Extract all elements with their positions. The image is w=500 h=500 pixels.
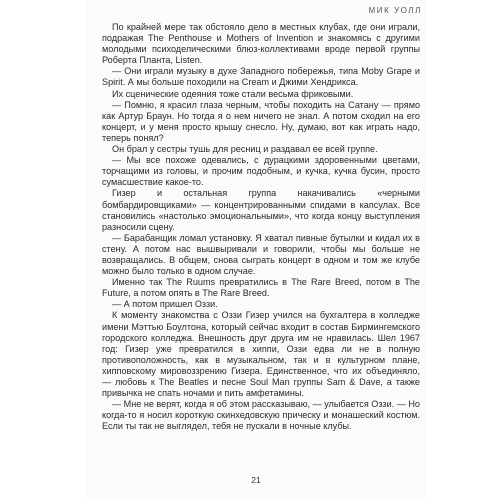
paragraph: — Они играли музыку в духе Западного побережья, типа Moby Grape и Spirit. А мы больше походили на Cream и Джими Хендрикса.	[102, 66, 420, 88]
paragraph: К моменту знакомства с Оззи Гизер учился на бухгалтера в колледже имени Мэттью Боултона, который сейчас входит в состав Бирмингемского городского колледжа. Внешность друг друга им не нравилась. Шел 1967 год: Гизер уже превратился в хиппи, Оззи едва ли не в полную противоположность, как в музыкальном, так и в культурном плане, хипповскому мировоззрению Гизера. Единственное, что их объединяло, — любовь к The Beatles и песне Soul Man группы Sam & Dave, а также привычка не спать ночами и пить амфетамины.	[102, 310, 420, 399]
paragraph: Гизер и остальная группа накачивались «черными бомбардировщиками» — концентрированными спидами в капсулах. Все становились «настолько эмоциональными», что когда концу выступления разносили сцену.	[102, 188, 420, 232]
paragraph: Он брал у сестры тушь для ресниц и раздавал ее всей группе.	[112, 144, 378, 155]
page-number: 21	[251, 475, 261, 485]
paragraph: — Помню, я красил глаза черным, чтобы походить на Сатану — прямо как Артур Браун. Но тогда я о нем ничего не знал. А потом сходил на его концерт, и у меня просто крышу снесло. Ну, думаю, вот как играть надо, теперь понял?	[102, 99, 420, 143]
paragraph: — А потом пришел Оззи.	[112, 299, 218, 310]
paragraph: — Барабанщик ломал установку. Я хватал пивные бутылки и кидал их в стену. А потом нас вышвыривали и говорили, чтобы мы больше не возвращались. В общем, снова сыграть концерт в одном и том же клубе можно было только в одном случае.	[102, 232, 420, 277]
body-text	[102, 22, 420, 432]
running-head: МИК УОЛЛ	[368, 6, 422, 15]
paragraph: Именно так The Ruums превратились в The Rare Breed, потом в The Future, а потом опять в The Rare Breed.	[102, 277, 420, 299]
paragraph: — Мне не верят, когда я об этом рассказываю, — улыбается Оззи. — Но когда-то я носил короткую скинхедовскую прическу и монашеский костюм. Если ты так не выглядел, тебя не пускали в ночные клубы.	[102, 399, 420, 432]
book-page	[88, 0, 424, 500]
paragraph: — Мы все похоже одевались, с дурацкими здоровенными цветами, торчащими из головы, и прочим подобным, и кучка, кучка бусин, просто сумасшествие какое-то.	[102, 155, 420, 188]
paragraph: Их сценические одеяния тоже стали весьма фриковыми.	[112, 88, 354, 99]
paragraph: По крайней мере так обстояло дело в местных клубах, где они играли, подражая The Penthouse и Mothers of Invention и знакомясь с другими молодыми психоделическими блюз-коллективами вроде первой группы Роберта Планта, Listen.	[102, 22, 420, 66]
